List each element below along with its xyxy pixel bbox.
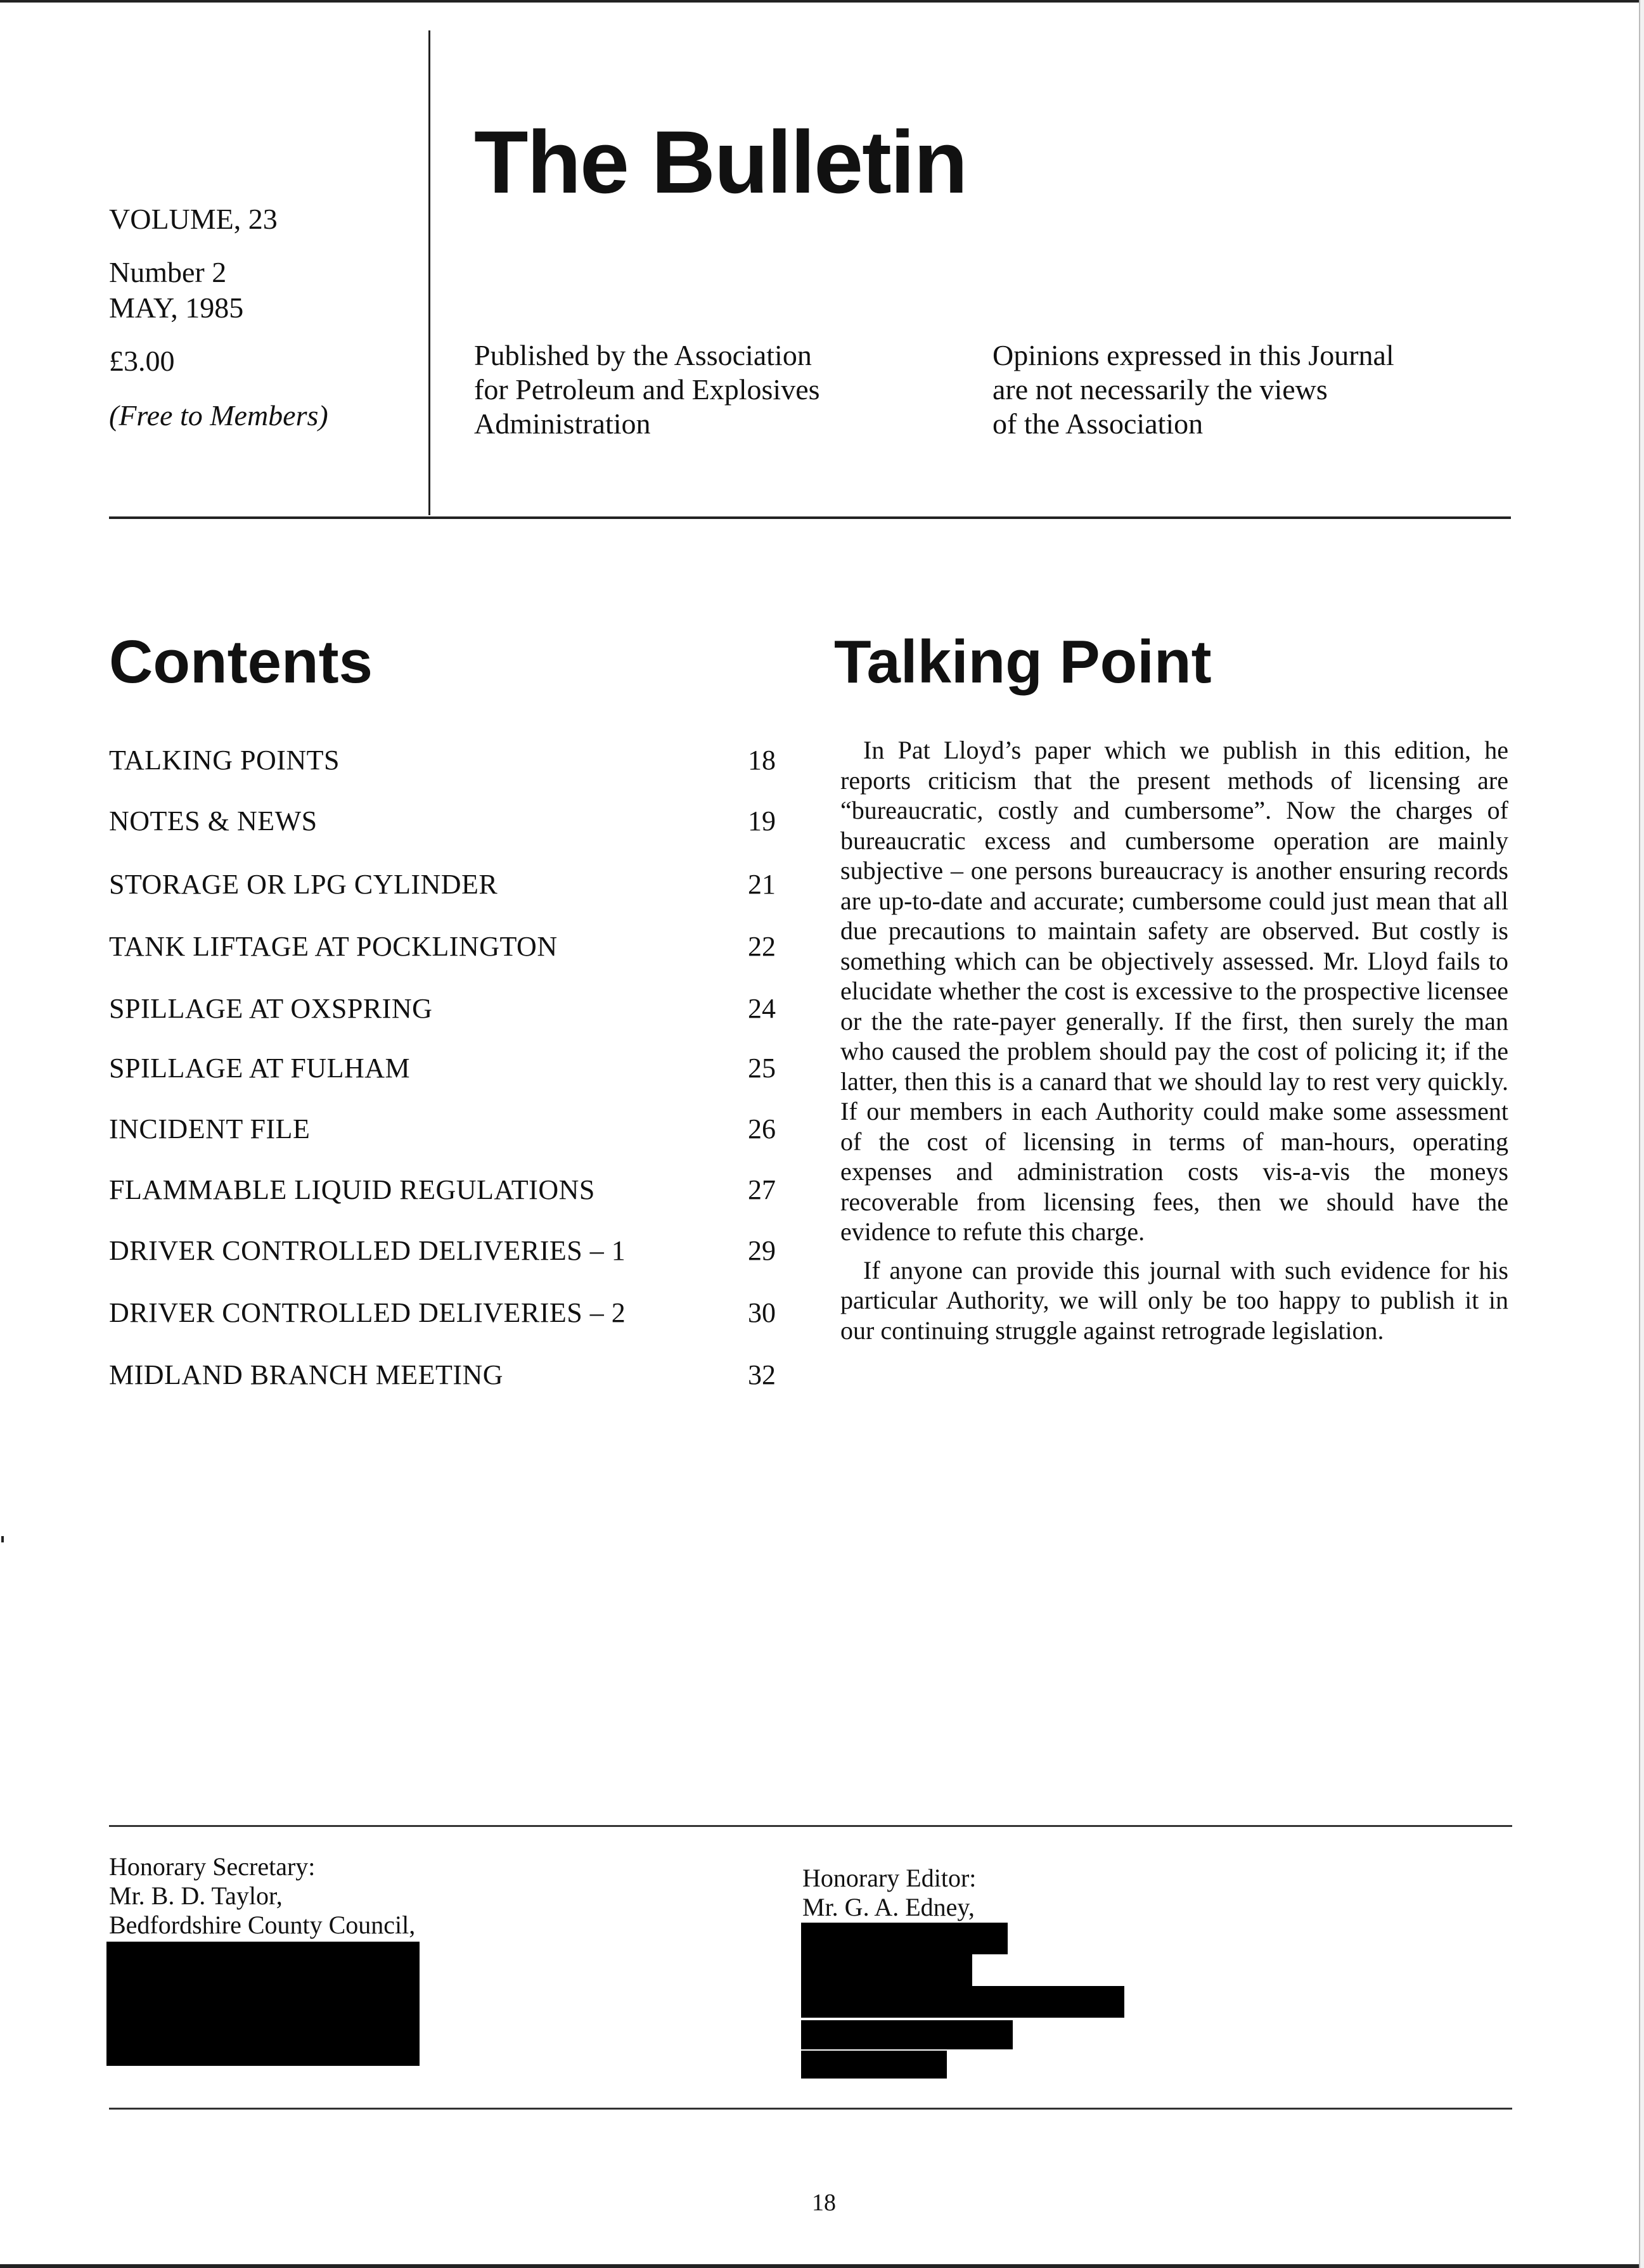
scan-bottom-edge bbox=[0, 2264, 1644, 2268]
contents-item-page: 21 bbox=[748, 869, 776, 900]
contents-item-page: 18 bbox=[748, 745, 776, 776]
redaction-block bbox=[801, 1986, 1124, 2018]
contents-item-page: 19 bbox=[748, 805, 776, 836]
contents-item-page: 27 bbox=[748, 1174, 776, 1205]
contents-item-title: DRIVER CONTROLLED DELIVERIES – 2 bbox=[109, 1297, 626, 1328]
contents-item-page: 29 bbox=[748, 1235, 776, 1266]
contents-item-title: MIDLAND BRANCH MEETING bbox=[109, 1359, 504, 1390]
issue-price: £3.00 bbox=[109, 345, 175, 377]
secretary-label: Honorary Secretary: bbox=[109, 1852, 316, 1881]
redaction-block bbox=[801, 1954, 972, 1986]
masthead-rule bbox=[109, 516, 1511, 519]
masthead-divider bbox=[428, 30, 430, 515]
talking-point-article bbox=[840, 735, 1508, 1354]
scan-top-edge bbox=[0, 0, 1644, 3]
publication-title: The Bulletin bbox=[474, 112, 967, 212]
redaction-block bbox=[106, 1942, 420, 2066]
contents-item-title: STORAGE OR LPG CYLINDER bbox=[109, 869, 498, 900]
contents-heading: Contents bbox=[109, 628, 373, 696]
footer-top-rule bbox=[109, 1825, 1512, 1827]
disclaimer-line-1: Opinions expressed in this Journal bbox=[992, 339, 1394, 371]
contents-item-title: TANK LIFTAGE AT POCKLINGTON bbox=[109, 931, 558, 962]
redaction-block bbox=[801, 2020, 1013, 2049]
article-paragraph: In Pat Lloyd’s paper which we publish in this edition, he reports criticism that the present methods of licensing are “bureaucratic, costly and cumbersome”. Now the charges of bureaucratic excess and cumbersome operation are mainly subjective – one persons bureaucracy is another ensuring records are up-to-date and accurate; cumbersome could just mean that all due precautions to maintain safety are observed. But costly is something which can be objectively assessed. Mr. Lloyd fails to elucidate whether the cost is excessive to the prospective licensee or the the rate-payer generally. If the first, then surely the man who caused the problem should pay the cost of policing it; if the latter, then this is a canard that we should lay to rest very quickly. If our members in each Authority could make some assessment of the cost of licensing in terms of man-hours, operating expenses and administration costs vis-a-vis the moneys recoverable from licensing fees, then we should have the evidence to refute this charge. bbox=[840, 736, 1508, 1246]
talking-point-heading: Talking Point bbox=[834, 628, 1212, 696]
editor-label: Honorary Editor: bbox=[802, 1864, 977, 1892]
contents-item-page: 24 bbox=[748, 993, 776, 1024]
publisher-line-1: Published by the Association bbox=[474, 339, 812, 371]
publisher-line-2: for Petroleum and Explosives bbox=[474, 373, 820, 406]
free-to-members-note: (Free to Members) bbox=[109, 399, 328, 432]
contents-item-title: SPILLAGE AT FULHAM bbox=[109, 1053, 411, 1084]
publisher-line-3: Administration bbox=[474, 407, 651, 440]
contents-item-title: INCIDENT FILE bbox=[109, 1113, 311, 1144]
volume-label: VOLUME, 23 bbox=[109, 203, 278, 235]
contents-item-page: 30 bbox=[748, 1297, 776, 1328]
issue-date: MAY, 1985 bbox=[109, 292, 244, 324]
secretary-organisation: Bedfordshire County Council, bbox=[109, 1911, 416, 1939]
scan-right-edge bbox=[1639, 0, 1644, 2268]
contents-item-page: 22 bbox=[748, 931, 776, 962]
article-paragraph: If anyone can provide this journal with such evidence for his particular Authority, we will only be too happy to publish it in our continuing struggle against retrograde legislation. bbox=[840, 1255, 1508, 1345]
contents-item-page: 26 bbox=[748, 1113, 776, 1144]
secretary-name: Mr. B. D. Taylor, bbox=[109, 1881, 283, 1910]
redaction-block bbox=[801, 1923, 1008, 1954]
contents-item-page: 32 bbox=[748, 1359, 776, 1390]
scan-speck bbox=[1, 1536, 4, 1542]
editor-name: Mr. G. A. Edney, bbox=[802, 1893, 975, 1921]
disclaimer-line-2: are not necessarily the views bbox=[992, 373, 1328, 406]
contents-item-title: SPILLAGE AT OXSPRING bbox=[109, 993, 433, 1024]
redaction-block bbox=[801, 2051, 947, 2079]
issue-number: Number 2 bbox=[109, 256, 227, 288]
contents-item-title: DRIVER CONTROLLED DELIVERIES – 1 bbox=[109, 1235, 626, 1266]
footer-bottom-rule bbox=[109, 2108, 1512, 2110]
contents-item-title: TALKING POINTS bbox=[109, 745, 340, 776]
page-number: 18 bbox=[812, 2189, 836, 2216]
contents-item-title: FLAMMABLE LIQUID REGULATIONS bbox=[109, 1174, 595, 1205]
contents-item-title: NOTES & NEWS bbox=[109, 805, 318, 836]
contents-item-page: 25 bbox=[748, 1053, 776, 1084]
disclaimer-line-3: of the Association bbox=[992, 407, 1204, 440]
